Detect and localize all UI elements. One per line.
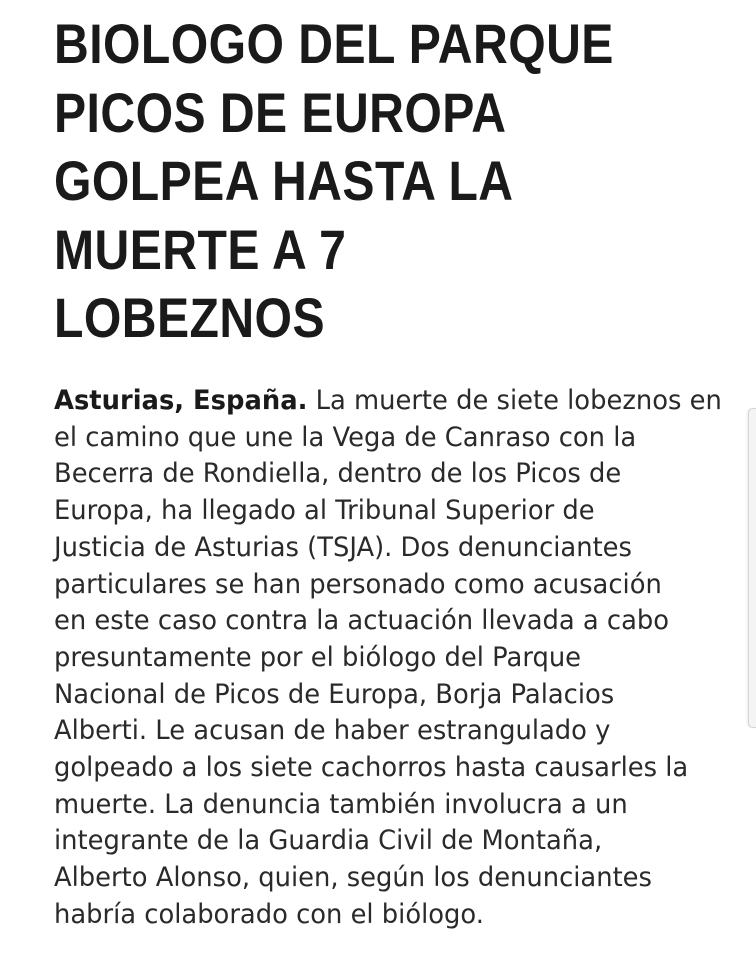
body-line: muerte. La denuncia también involucra a un: [54, 788, 628, 820]
body-line: en este caso contra la actuación llevada a cabo: [54, 605, 670, 637]
headline-line: LOBEZNOS: [54, 286, 326, 349]
headline-line: PICOS DE EUROPA: [54, 80, 507, 144]
body-line: Europa, ha llegado al Tribunal Superior de: [54, 495, 595, 527]
body-line: Alberto Alonso, quien, según los denunciantes: [54, 862, 652, 894]
headline-line: BIOLOGO DEL PARQUE: [54, 12, 614, 75]
article-dateline: Asturias, España.: [54, 385, 308, 416]
article-headline: [54, 0, 639, 349]
headline-line: MUERTE A 7: [54, 217, 347, 281]
body-line: Becerra de Rondiella, dentro de los Picos de: [54, 458, 622, 490]
article-body: [54, 383, 723, 934]
headline-line: GOLPEA HASTA LA: [54, 149, 514, 212]
body-line: Justicia de Asturias (TSJA). Dos denunciantes: [54, 531, 632, 563]
body-line-first: [54, 383, 723, 420]
body-line: el camino que une la Vega de Canraso con la: [54, 421, 637, 453]
body-line: particulares se han personado como acusación: [54, 568, 662, 600]
body-line: integrante de la Guardia Civil de Montaña,: [54, 825, 603, 857]
body-line: golpeado a los siete cachorros hasta causarles la: [54, 752, 689, 784]
body-line: presuntamente por el biólogo del Parque: [54, 641, 582, 673]
body-line: habría colaborado con el biólogo.: [54, 898, 484, 930]
body-line: Alberti. Le acusan de haber estrangulado y: [54, 715, 611, 747]
body-line: Nacional de Picos de Europa, Borja Palacios: [54, 678, 615, 710]
scrollbar-edge[interactable]: [748, 408, 756, 728]
body-line-text: La muerte de siete lobeznos en: [307, 385, 722, 416]
